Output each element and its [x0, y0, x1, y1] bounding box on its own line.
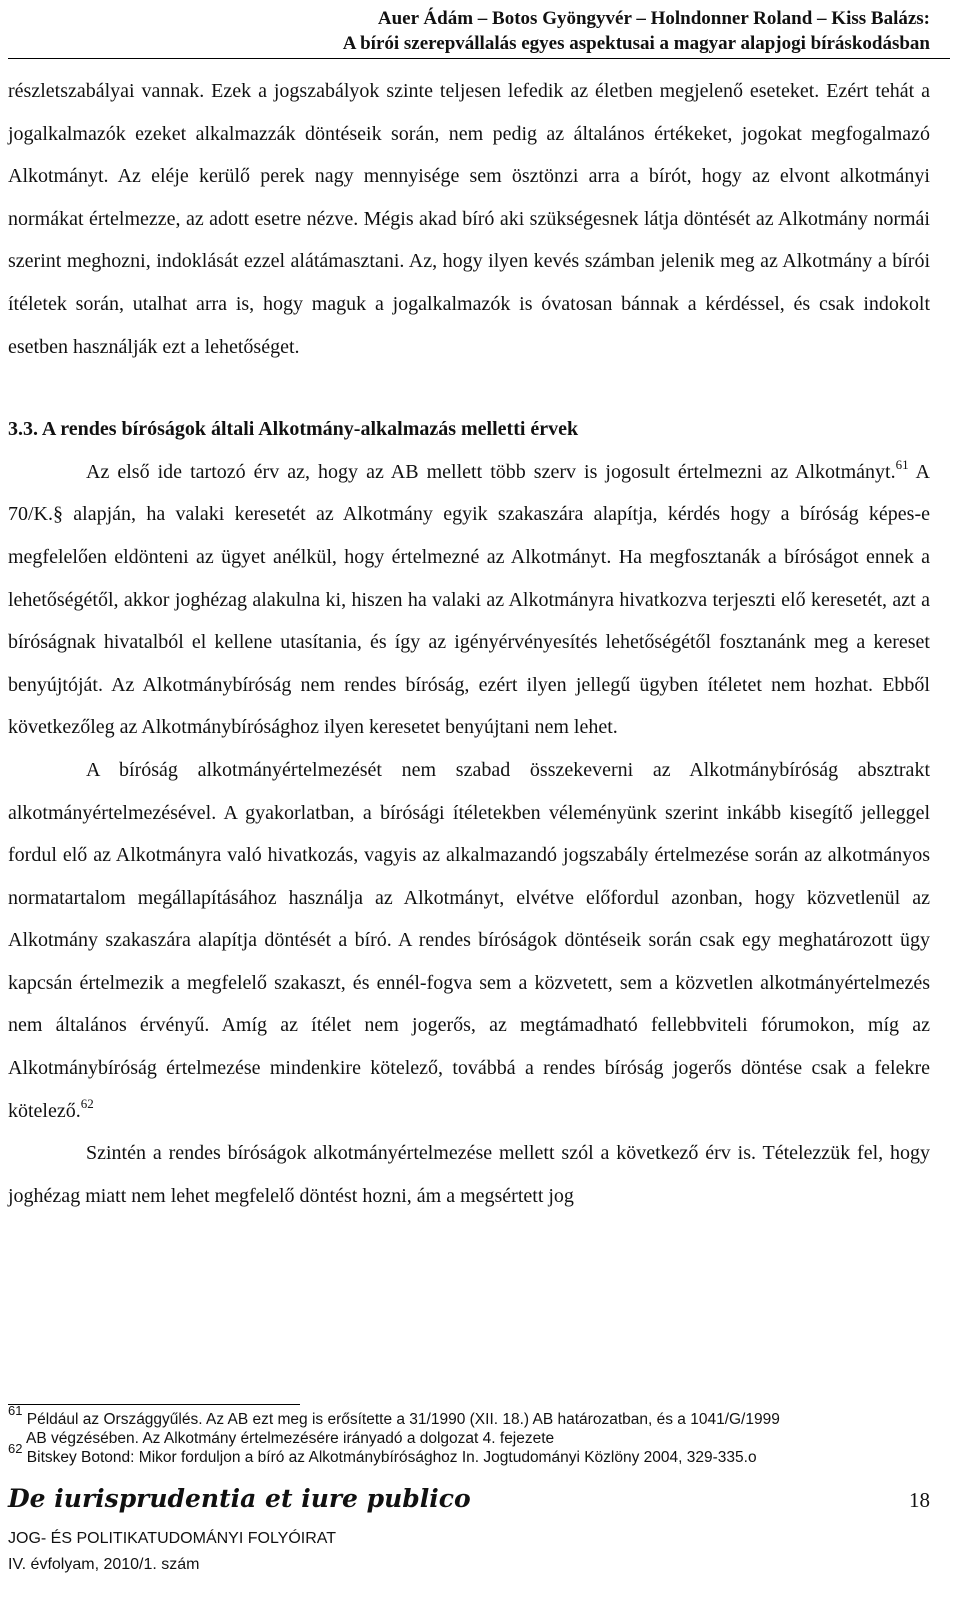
footnote-number: 61 — [8, 1403, 23, 1418]
footnote-text: Például az Országgyűlés. Az AB ezt meg is erősítette a 31/1990 (XII. 18.) AB határozatban, és a 1041/G/1999 — [26, 1411, 780, 1428]
header-title: A bírói szerepvállalás egyes aspektusai a magyar alapjogi bíráskodásban — [342, 33, 930, 54]
main-text — [8, 70, 930, 1217]
journal-name: JOG- ÉS POLITIKATUDOMÁNYI FOLYÓIRAT — [8, 1530, 337, 1547]
footnote-62 — [8, 1441, 930, 1467]
paragraph-text: A bíróság alkotmányértelmezését nem szabad összekeverni az Alkotmánybíróság absztrakt alkotmányértelmezésével. A gyakorlatban, a bírósági ítéletekben véleményünk szerint inkább kisegítő jelleggel fordul elő az Alkotmányra való hivatkozás, vagyis az alkalmazandó jogszabály értelmezése során az alkotmányos normatartalom megállapításához használja az Alkotmányt, elvétve előfordul azonban, hogy közvetlenül az Alkotmány szakaszára alapítja döntését a bíró. A rendes bíróságok döntéseik során csak egy meghatározott ügy kapcsán értelmezik a megfelelő szakaszt, és ennél-fogva sem a közvetett, sem a közvetlen alkotmányértelmezés nem általános érvényű. Amíg az ítélet nem jogerős, az megtámadható fellebbviteli fórumokon, míg az Alkotmánybíróság értelmezése mindenkire kötelező, továbbá a rendes bíróság jogerős döntése csak a felekre kötelező. — [8, 758, 930, 1122]
footnote-61 — [8, 1403, 930, 1448]
footnote-text: Bitskey Botond: Mikor forduljon a bíró az Alkotmánybírósághoz In. Jogtudományi Közlöny 2004, 329-335.o — [26, 1449, 757, 1466]
paragraph-continuation: részletszabályai vannak. Ezek a jogszabályok szinte teljesen lefedik az életben megjelenő eseteket. Ezért tehát a jogalkalmazók ezeket alkalmazzák döntéseik során, nem pedig az általános értékeket, jogokat megfogalmazó Alkotmányt. Az eléje kerülő perek nagy mennyisége sem ösztönzi arra a bírót, hogy az elvont alkotmányi normákat értelmezze, az adott esetre nézve. Mégis akad bíró aki szükségesnek látja döntését az Alkotmány normái szerint meghozni, indoklását ezzel alátámasztani. Az, hogy ilyen kevés számban jelenik meg az Alkotmány a bírói ítéletek során, utalhat arra is, hogy maguk a jogalkalmazók is óvatosan bánnak a kérdéssel, és csak indokolt esetben használják ezt a lehetőséget. — [8, 80, 930, 358]
paragraph-first-argument — [8, 451, 930, 749]
paragraph-next-argument: Szintén a rendes bíróságok alkotmányértelmezése mellett szól a következő érv is. Tételezzük fel, hogy joghézag miatt nem lehet megfelelő döntést hozni, ám a megsértett jog — [8, 1142, 930, 1207]
header-authors: Auer Ádám – Botos Gyöngyvér – Holndonner Roland – Kiss Balázs: — [377, 8, 930, 29]
running-header — [343, 6, 930, 56]
footnote-ref-62[interactable]: 62 — [80, 1095, 94, 1111]
paragraph-text: Az első ide tartozó érv az, hogy az AB mellett több szerv is jogosult értelmezni az Alkotmányt. — [86, 460, 896, 483]
section-heading: 3.3. A rendes bíróságok általi Alkotmány-alkalmazás melletti érvek — [8, 418, 579, 441]
journal-issue: IV. évfolyam, 2010/1. szám — [8, 1556, 200, 1573]
footnote-separator — [8, 1404, 300, 1405]
paragraph-text: A 70/K.§ alapján, ha valaki keresetét az Alkotmány egyik szakaszára alapítja, kérdés hogy a bíróság képes-e megfelelően eldönteni az ügyet anélkül, hogy értelmezné az Alkotmányt. Ha megfosztanák a bíróságot ennek a lehetőségétől, akkor joghézag alakulna ki, hiszen ha valaki az Alkotmányra hivatkozva terjeszti elő keresetét, azt a bíróságnak hivatalból el kellene utasítania, és így az igényérvényesítés lehetőségétől fosztanánk meg a kereset benyújtóját. Az Alkotmánybíróság nem rendes bíróság, ezért ilyen jellegű ügyben ítéletet nem hozhat. Ebből következőleg az Alkotmánybírósághoz ilyen keresetet benyújtani nem lehet. — [8, 460, 930, 739]
section-spacer — [8, 368, 930, 408]
paragraph-interpretation — [8, 749, 930, 1132]
footnote-ref-61[interactable]: 61 — [895, 456, 909, 472]
journal-logo-text: De iurisprudentia et iure publico — [8, 1484, 471, 1513]
page-number: 18 — [909, 1488, 930, 1512]
header-rule — [8, 58, 950, 59]
footnotes — [8, 1403, 930, 1467]
footnote-number: 62 — [8, 1441, 23, 1456]
footnote-text-continued: AB végzésében. Az Alkotmány értelmezésére irányadó a dolgozat 4. fejezete — [26, 1430, 555, 1447]
